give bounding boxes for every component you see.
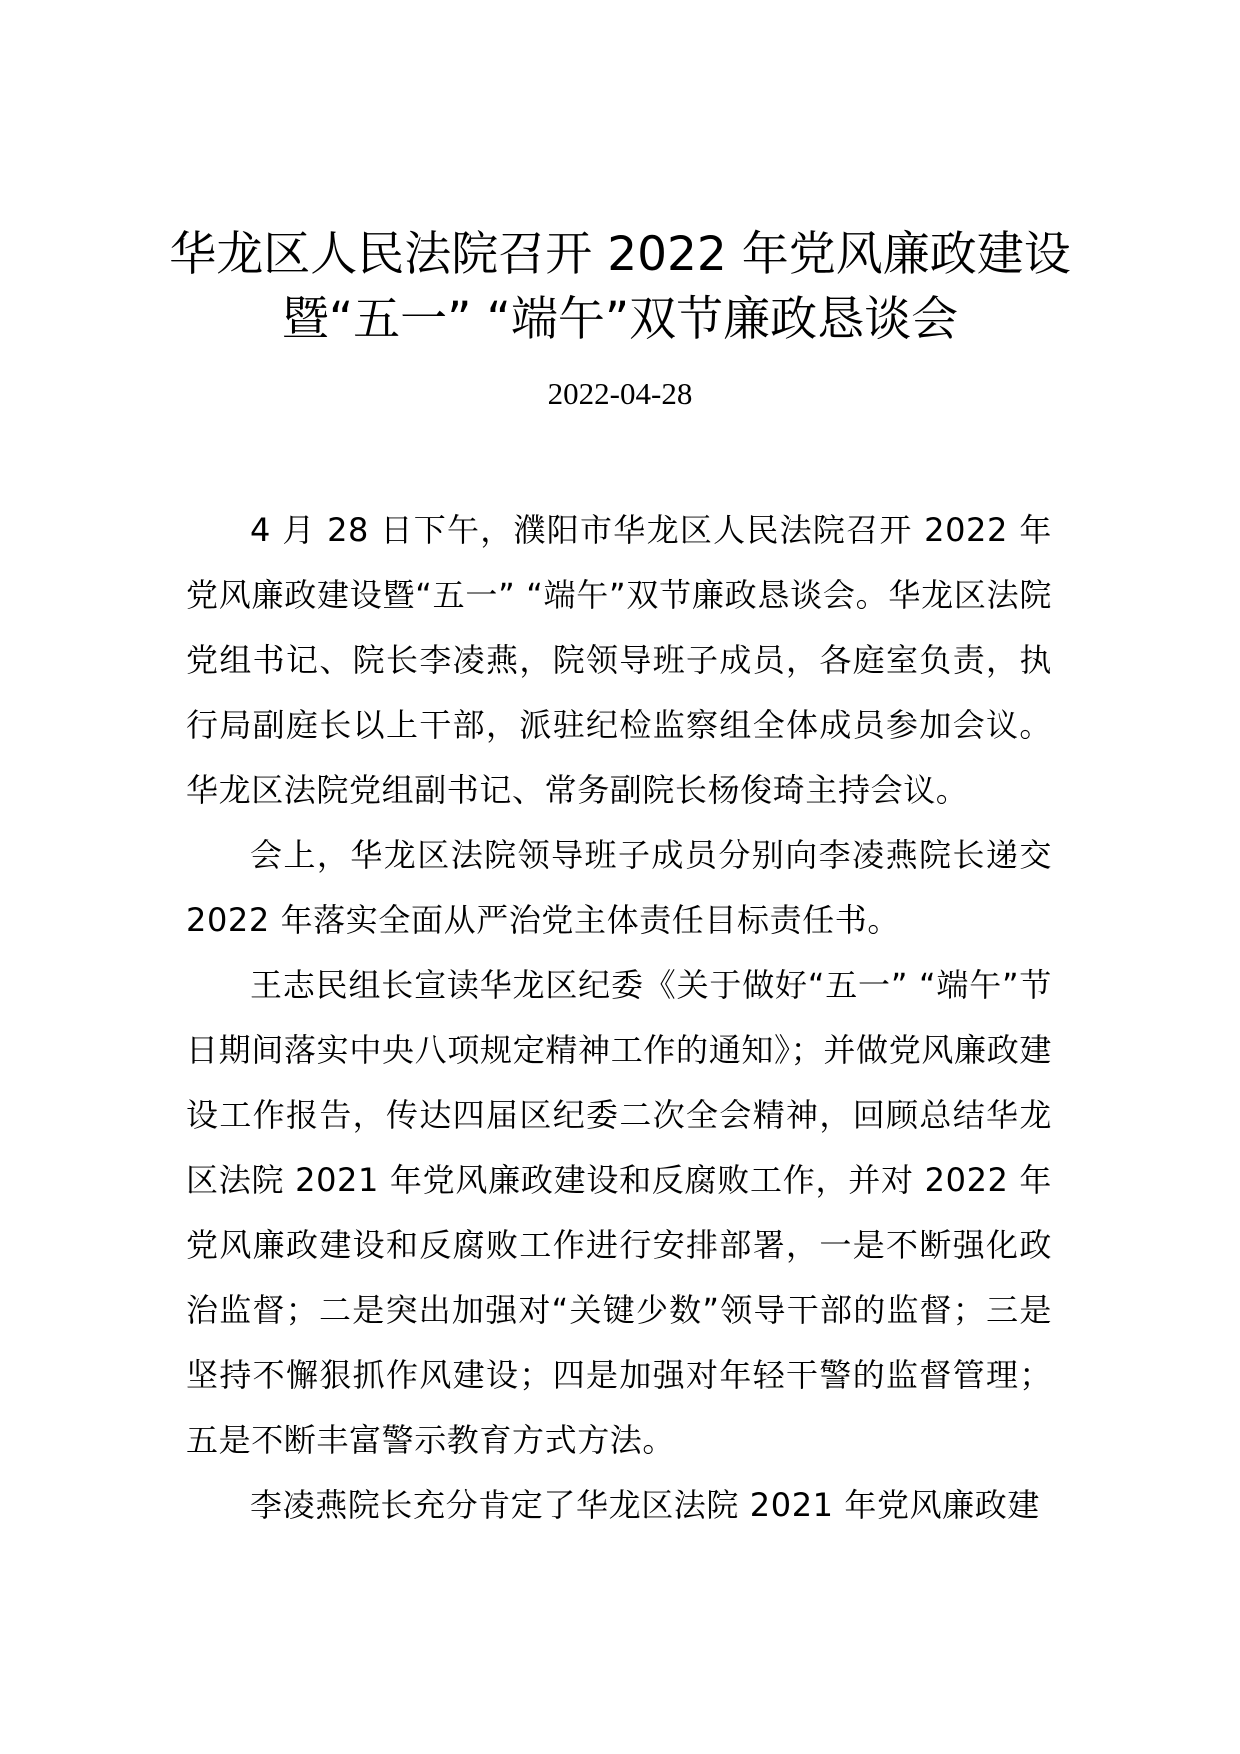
paragraph-2: 会上，华龙区法院领导班子成员分别向李凌燕院长递交 2022 年落实全面从严治党主体责任目标责任书。 (186, 836, 1052, 939)
paragraph-1: 4 月 28 日下午，濮阳市华龙区人民法院召开 2022 年党风廉政建设暨“五一” “端午”双节廉政恳谈会。华龙区法院党组书记、院长李凌燕，院领导班子成员，各庭室负责，执行局副庭长以上干部，派驻纪检监察组全体成员参加会议。华龙区法院党组副书记、常务副院长杨俊琦主持会议。 (186, 511, 1052, 809)
paragraph-3: 王志民组长宣读华龙区纪委《关于做好“五一” “端午”节日期间落实中央八项规定精神工作的通知》；并做党风廉政建设工作报告，传达四届区纪委二次全会精神，回顾总结华龙区法院 2021 年党风廉政建设和反腐败工作，并对 2022 年党风廉政建设和反腐败工作进行安排部署，一是不断强化政治监督；二是突出加强对“关键少数”领导干部的监督；三是坚持不懈狠抓作风建设；四是加强对年轻干警的监督管理；五是不断丰富警示教育方式方法。 (186, 966, 1052, 1459)
document-title (150, 222, 1090, 352)
paragraph-4: 李凌燕院长充分肯定了华龙区法院 2021 年党风廉政建 (250, 1486, 1040, 1524)
title-line-2: 暨“五一” “端午”双节廉政恳谈会 (281, 292, 959, 347)
publish-date: 2022-04-28 (547, 376, 693, 411)
article-body (186, 498, 1052, 1538)
title-line-1: 华龙区人民法院召开 2022 年党风廉政建设 (169, 227, 1071, 282)
